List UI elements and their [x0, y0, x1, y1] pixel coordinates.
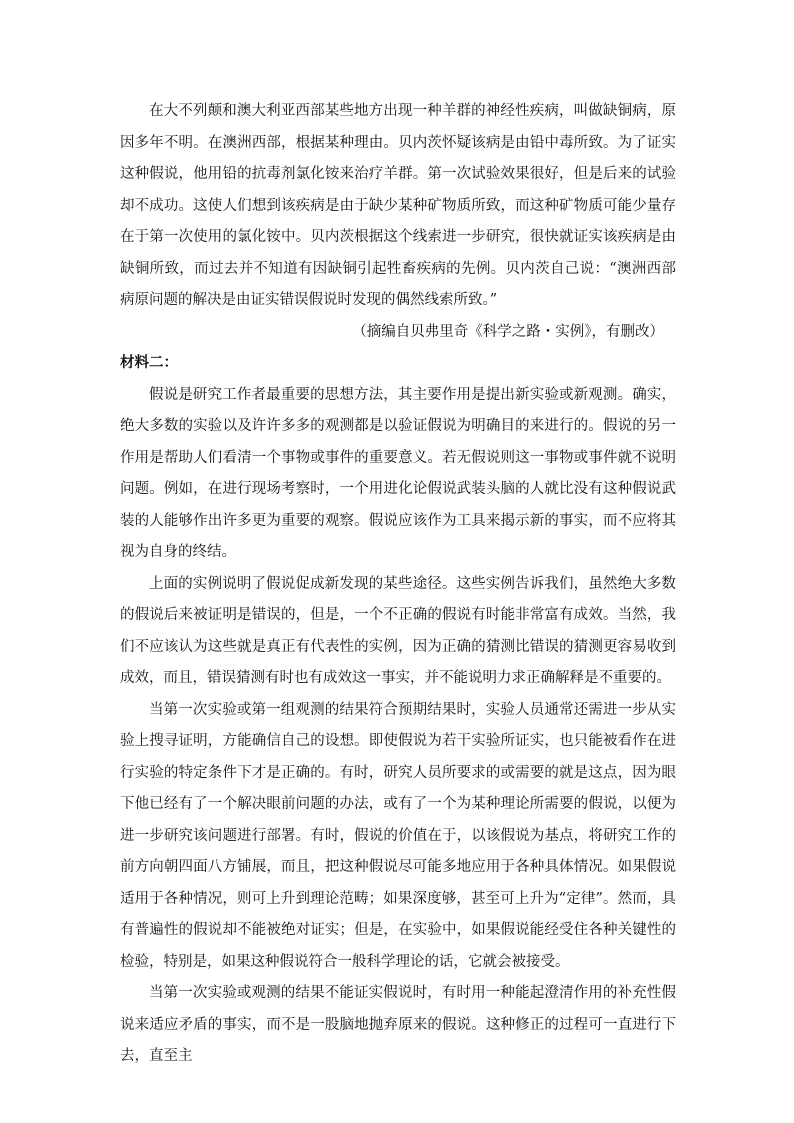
document-page [120, 96, 676, 1073]
section-heading: 材料二： [120, 355, 178, 371]
body-paragraph: 当第一次实验或第一组观测的结果符合预期结果时，实验人员通常还需进一步从实验上搜寻证明，方能确信自己的设想。即使假说为若干实验所证实，也只能被看作在进行实验的特定条件下才是正确的。有时，研究人员所要求的或需要的就是这点，因为眼下他已经有了一个解决眼前问题的办法，或有了一个为某种理论所需要的假说，以便为进一步研究该问题进行部署。有时，假说的价值在于，以该假说为基点，将研究工作的前方向朝四面八方铺展，而且，把这种假说尽可能多地应用于各种具体情况。如果假说适用于各种情况，则可上升到理论范畴；如果深度够，甚至可上升为“定律”。然而，具有普遍性的假说却不能被绝对证实；但是，在实验中，如果假说能经受住各种关键性的检验，特别是，如果这种假说符合一般科学理论的话，它就会被接受。 [120, 701, 676, 970]
body-paragraph: 假说是研究工作者最重要的思想方法，其主要作用是提出新实验或新观测。确实，绝大多数的实验以及许许多多的观测都是以验证假说为明确目的来进行的。假说的另一作用是帮助人们看清一个事物或事件的重要意义。若无假说则这一事物或事件就不说明问题。例如，在进行现场考察时，一个用进化论假说武装头脑的人就比没有这种假说武装的人能够作出许多更为重要的观察。假说应该作为工具来揭示新的事实，而不应将其视为自身的终结。 [120, 386, 676, 560]
source-citation: （摘编自贝弗里奇《科学之路・实例》，有删改） [352, 323, 664, 340]
body-paragraph: 上面的实例说明了假说促成新发现的某些途径。这些实例告诉我们，虽然绝大多数的假说后来被证明是错误的，但是，一个不正确的假说有时能非常富有成效。当然，我们不应该认为这些就是真正有代表性的实例，因为正确的猜测比错误的猜测更容易收到成效，而且，错误猜测有时也有成效这一事实，并不能说明力求正确解释是不重要的。 [120, 575, 676, 686]
body-paragraph: 在大不列颠和澳大利亚西部某些地方出现一种羊群的神经性疾病，叫做缺铜病，原因多年不明。在澳洲西部，根据某种理由。贝内茨怀疑该病是由铅中毒所致。为了证实这种假说，他用铅的抗毒剂氯化铵来治疗羊群。第一次试验效果很好，但是后来的试验却不成功。这使人们想到该疾病是由于缺少某种矿物质所致，而这种矿物质可能少量存在于第一次使用的氯化铵中。贝内茨根据这个线索进一步研究，很快就证实该疾病是由缺铜所致，而过去并不知道有因缺铜引起牲畜疾病的先例。贝内茨自己说：“澳洲西部病原问题的解决是由证实错误假说时发现的偶然线索所致。” [120, 103, 676, 308]
body-paragraph: 当第一次实验或观测的结果不能证实假说时，有时用一种能起澄清作用的补充性假说来适应矛盾的事实，而不是一股脑地抛弃原来的假说。这种修正的过程可一直进行下去，直至主 [120, 985, 676, 1064]
